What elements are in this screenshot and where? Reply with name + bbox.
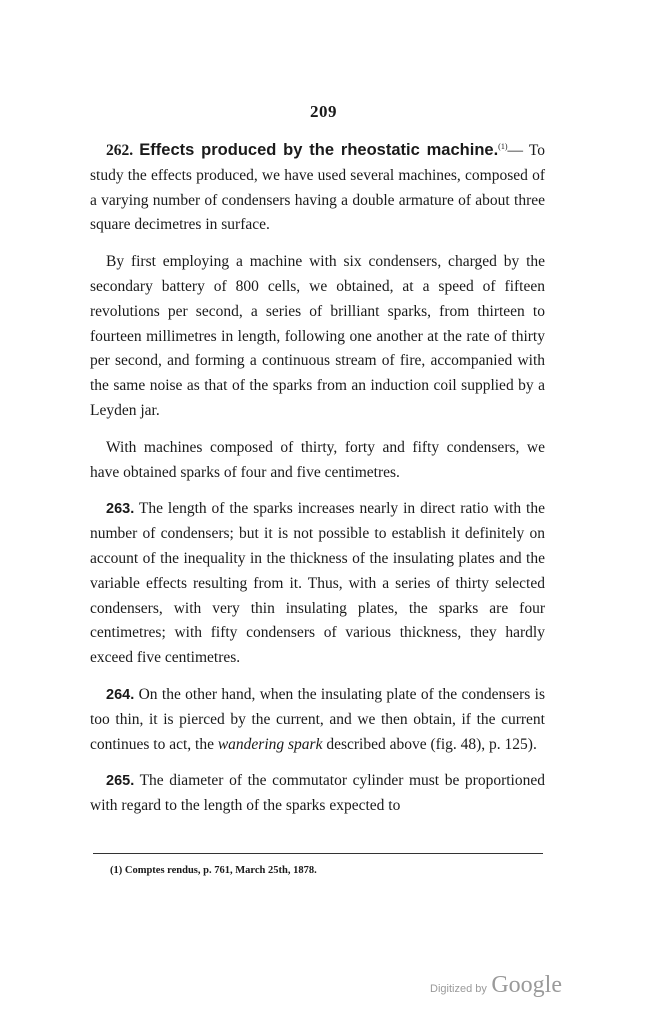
page-number: 209 (310, 102, 337, 121)
section-262 (90, 138, 545, 238)
section-265-text: The diameter of the commutator cylinder must be proportioned with regard to the length of the sparks expected to (90, 772, 545, 815)
digitized-watermark (430, 972, 562, 999)
watermark-prefix: Digitized by (430, 983, 487, 995)
footnote-divider (93, 853, 543, 854)
section-263 (90, 497, 545, 671)
paragraph-3: With machines composed of thirty, forty and fifty condensers, we have obtained sparks of four and five centimetres. (90, 438, 545, 481)
footnote: (1) Comptes rendus, p. 761, March 25th, 1878. (110, 865, 317, 876)
section-264-italic-term: wandering spark (217, 735, 323, 753)
section-265 (90, 769, 545, 819)
watermark-brand: Google (491, 972, 562, 998)
section-264-text-after: described above (fig. 48), p. 125). (326, 735, 537, 753)
section-264-number: 264. (106, 686, 135, 703)
section-263-number: 263. (106, 501, 135, 518)
footnote-reference: (1) (498, 141, 508, 151)
section-264 (90, 683, 545, 757)
section-265-number: 265. (106, 773, 135, 790)
main-text (90, 138, 545, 831)
section-262-dash: — (507, 142, 523, 159)
paragraph-2: By first employing a machine with six condensers, charged by the secondary battery of 800 cells, we obtained, at a speed of fifteen revolutions per second, a series of brilliant sparks, from thirteen to fourteen millimetres in length, following one another at the rate of thirty per second, and forming a continuous stream of fire, accompanied with the same noise as that of the sparks from an induction coil supplied by a Leyden jar. (90, 253, 545, 419)
section-262-number: 262. (106, 142, 134, 159)
section-262-text: To study the effects produced, we have used several machines, composed of a varying number of condensers having a double armature of about three square decimetres in surface. (90, 142, 545, 234)
section-262-title: Effects produced by the rheostatic machine. (139, 141, 499, 159)
section-264-text-before: On the other hand, when the insulating plate of the condensers is too thin, it is pierced by the current, and we then obtain, if the current continues to act, the (90, 685, 545, 753)
section-263-text: The length of the sparks increases nearly in direct ratio with the number of condensers; but it is not possible to establish it definitely on account of the inequality in the thickness of the insulating plates and the variable effects resulting from it. Thus, with a series of thirty selected condensers, with very thin insulating plates, the sparks are four centimetres; with fifty condensers of various thickness, they hardly exceed five centimetres. (90, 500, 545, 667)
